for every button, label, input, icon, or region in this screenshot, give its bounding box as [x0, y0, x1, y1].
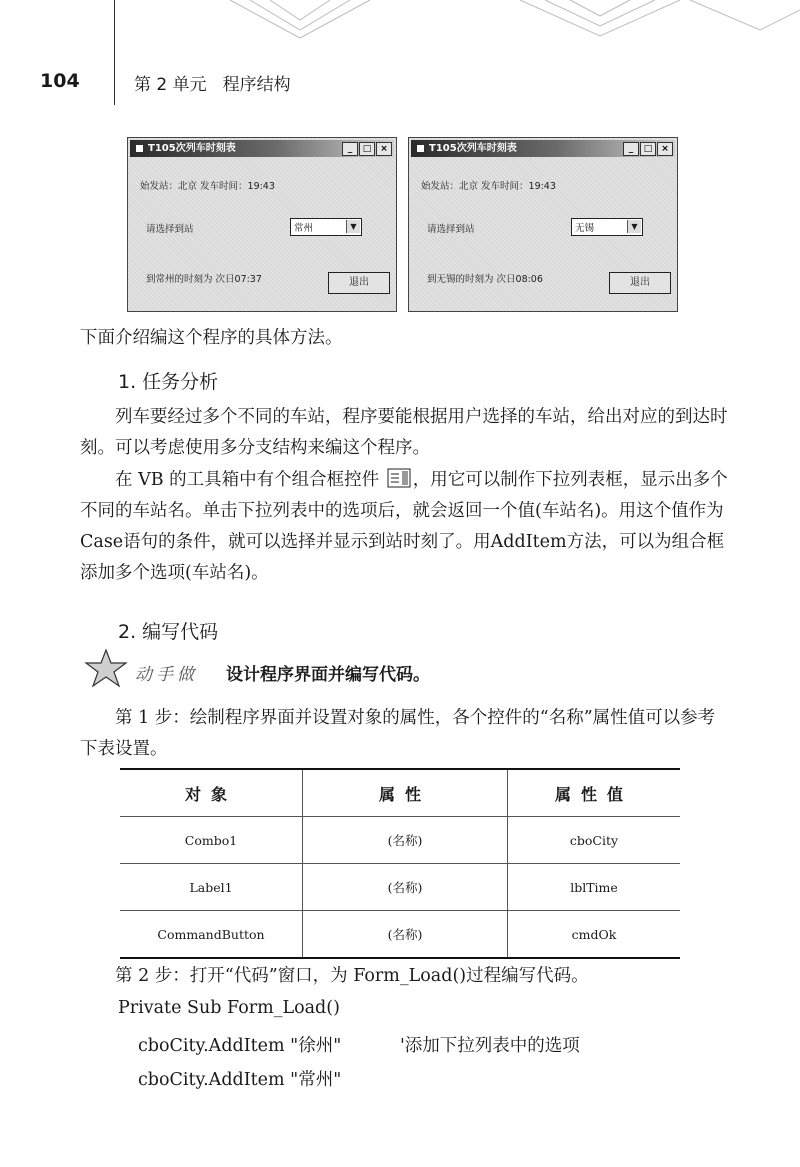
timetable-window-2	[408, 137, 678, 312]
exit-button[interactable]: 退出	[609, 272, 671, 294]
section-2-title: 2. 编写代码	[118, 621, 219, 643]
header-rule	[114, 0, 115, 105]
activity-label: 动手做	[135, 665, 198, 685]
exit-button[interactable]: 退出	[328, 272, 390, 294]
close-button[interactable]: ×	[657, 142, 673, 156]
cell-property: (名称)	[303, 817, 508, 864]
unit-heading	[134, 70, 291, 95]
section-1-title: 1. 任务分析	[118, 371, 219, 393]
window-title: T105次列车时刻表	[429, 143, 517, 154]
app-icon	[136, 145, 143, 152]
cell-value: lblTime	[508, 864, 681, 911]
maximize-button[interactable]: □	[359, 142, 375, 156]
chevron-down-icon[interactable]: ▼	[346, 220, 360, 233]
close-button[interactable]: ×	[376, 142, 392, 156]
header-property: 属性	[303, 769, 508, 817]
code-comment: '添加下拉列表中的选项	[400, 1036, 580, 1056]
minimize-button[interactable]: _	[623, 142, 639, 156]
cell-object: CommandButton	[120, 911, 303, 959]
para-2-start: 在 VB 的工具箱中有个组合框控件	[115, 470, 380, 490]
header-value: 属性值	[508, 769, 681, 817]
station-prompt: 请选择到站	[146, 224, 194, 235]
unit-label: 第 2 单元	[134, 75, 207, 95]
cell-property: (名称)	[303, 864, 508, 911]
table-row	[120, 911, 680, 959]
cell-object: Combo1	[120, 817, 303, 864]
star-icon	[82, 648, 130, 688]
combo-value: 无锡	[575, 223, 595, 234]
title-bar	[411, 140, 675, 157]
activity-text: 设计程序界面并编写代码。	[226, 665, 430, 685]
table-row	[120, 864, 680, 911]
cell-property: (名称)	[303, 911, 508, 959]
cell-value: cboCity	[508, 817, 681, 864]
property-table	[120, 768, 680, 959]
code-line-3: cboCity.AddItem "常州"	[138, 1070, 342, 1090]
station-combo[interactable]	[571, 218, 643, 236]
section-1-para-2	[80, 465, 730, 589]
unit-title: 程序结构	[222, 75, 291, 95]
header-decoration	[0, 0, 800, 40]
cell-value: cmdOk	[508, 911, 681, 959]
station-prompt: 请选择到站	[427, 224, 475, 235]
timetable-window-1	[127, 137, 397, 312]
chevron-down-icon[interactable]: ▼	[627, 220, 641, 233]
para-2-rest: ，用它可以制作下拉列表框，显示出多个不同的车站名。单击下拉列表中的选项后，就会返回一个值(车站名)。用这个值作为Case语句的条件，就可以选择并显示到站时刻了。用AddItem方法，可以为组合框添加多个选项(车站名)。	[80, 470, 728, 583]
combo-value: 常州	[294, 223, 314, 234]
code-line-1: Private Sub Form_Load()	[118, 998, 340, 1018]
step-2-text: 第 2 步：打开“代码”窗口，为 Form_Load()过程编写代码。	[115, 966, 589, 986]
window-title: T105次列车时刻表	[148, 143, 236, 154]
station-combo[interactable]	[290, 218, 362, 236]
intro-text: 下面介绍编这个程序的具体方法。	[80, 328, 343, 348]
header-object: 对象	[120, 769, 303, 817]
app-icon	[417, 145, 424, 152]
origin-label: 始发站：北京 发车时间：19:43	[421, 181, 556, 192]
maximize-button[interactable]: □	[640, 142, 656, 156]
page-number: 104	[40, 70, 80, 92]
table-header-row	[120, 769, 680, 817]
minimize-button[interactable]: _	[342, 142, 358, 156]
arrival-time-label: 到常州的时刻为 次日07:37	[146, 274, 262, 285]
table-row	[120, 817, 680, 864]
combobox-tool-icon	[387, 468, 411, 488]
arrival-time-label: 到无锡的时刻为 次日08:06	[427, 274, 543, 285]
origin-label: 始发站：北京 发车时间：19:43	[140, 181, 275, 192]
cell-object: Label1	[120, 864, 303, 911]
step-1-text: 第 1 步：绘制程序界面并设置对象的属性，各个控件的“名称”属性值可以参考下表设置。	[80, 708, 716, 759]
code-line-2: cboCity.AddItem "徐州"	[138, 1036, 342, 1056]
section-1-para-1: 列车要经过多个不同的车站，程序要能根据用户选择的车站，给出对应的到达时刻。可以考虑使用多分支结构来编这个程序。	[80, 407, 728, 458]
title-bar	[130, 140, 394, 157]
